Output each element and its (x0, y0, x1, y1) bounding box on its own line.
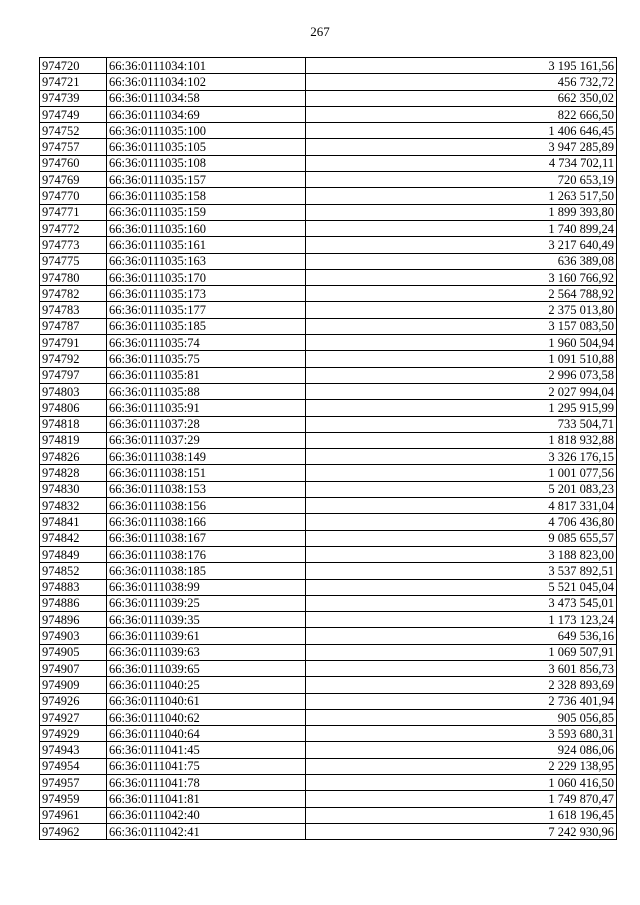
table-row (40, 302, 617, 318)
table-row (40, 677, 617, 693)
row-id-cell: 974772 (40, 220, 107, 236)
cadastral-value-cell: 822 666,50 (306, 106, 617, 122)
row-id-cell: 974828 (40, 465, 107, 481)
cadastral-number-cell: 66:36:0111038:166 (107, 514, 306, 530)
table-row (40, 563, 617, 579)
cadastral-value-cell: 1 618 196,45 (306, 807, 617, 823)
table-row (40, 400, 617, 416)
cadastral-number-cell: 66:36:0111034:102 (107, 74, 306, 90)
cadastral-value-cell: 1 899 393,80 (306, 204, 617, 220)
cadastral-number-cell: 66:36:0111040:61 (107, 693, 306, 709)
cadastral-number-cell: 66:36:0111034:101 (107, 58, 306, 74)
cadastral-number-cell: 66:36:0111038:99 (107, 579, 306, 595)
cadastral-value-cell: 3 160 766,92 (306, 269, 617, 285)
cadastral-number-cell: 66:36:0111035:173 (107, 286, 306, 302)
table-row (40, 416, 617, 432)
cadastral-value-cell: 2 736 401,94 (306, 693, 617, 709)
cadastral-value-cell: 2 328 893,69 (306, 677, 617, 693)
cadastral-number-cell: 66:36:0111037:28 (107, 416, 306, 432)
cadastral-number-cell: 66:36:0111039:65 (107, 660, 306, 676)
table-row (40, 709, 617, 725)
cadastral-value-cell: 3 473 545,01 (306, 595, 617, 611)
row-id-cell: 974739 (40, 90, 107, 106)
cadastral-value-cell: 456 732,72 (306, 74, 617, 90)
cadastral-value-cell: 1 069 507,91 (306, 644, 617, 660)
table-row (40, 220, 617, 236)
cadastral-value-cell: 3 326 176,15 (306, 449, 617, 465)
table-row (40, 726, 617, 742)
table-row (40, 155, 617, 171)
cadastral-number-cell: 66:36:0111035:108 (107, 155, 306, 171)
row-id-cell: 974962 (40, 823, 107, 839)
cadastral-number-cell: 66:36:0111040:62 (107, 709, 306, 725)
row-id-cell: 974749 (40, 106, 107, 122)
cadastral-number-cell: 66:36:0111035:158 (107, 188, 306, 204)
row-id-cell: 974782 (40, 286, 107, 302)
table-row (40, 465, 617, 481)
row-id-cell: 974961 (40, 807, 107, 823)
cadastral-value-cell: 1 740 899,24 (306, 220, 617, 236)
table-row (40, 644, 617, 660)
row-id-cell: 974929 (40, 726, 107, 742)
cadastral-number-cell: 66:36:0111042:40 (107, 807, 306, 823)
row-id-cell: 974770 (40, 188, 107, 204)
cadastral-value-cell: 3 217 640,49 (306, 237, 617, 253)
cadastral-value-cell: 1 263 517,50 (306, 188, 617, 204)
cadastral-number-cell: 66:36:0111035:163 (107, 253, 306, 269)
table-row (40, 286, 617, 302)
cadastral-value-cell: 720 653,19 (306, 172, 617, 188)
table-row (40, 269, 617, 285)
cadastral-value-cell: 2 375 013,80 (306, 302, 617, 318)
table-row (40, 758, 617, 774)
row-id-cell: 974769 (40, 172, 107, 188)
cadastral-number-cell: 66:36:0111038:176 (107, 546, 306, 562)
row-id-cell: 974841 (40, 514, 107, 530)
row-id-cell: 974957 (40, 775, 107, 791)
table-row (40, 253, 617, 269)
cadastral-number-cell: 66:36:0111037:29 (107, 432, 306, 448)
table-body (40, 58, 617, 840)
cadastral-value-cell: 649 536,16 (306, 628, 617, 644)
cadastral-value-cell: 3 188 823,00 (306, 546, 617, 562)
cadastral-number-cell: 66:36:0111035:177 (107, 302, 306, 318)
cadastral-value-cell: 5 201 083,23 (306, 481, 617, 497)
cadastral-value-cell: 2 027 994,04 (306, 383, 617, 399)
table-row (40, 775, 617, 791)
cadastral-number-cell: 66:36:0111039:63 (107, 644, 306, 660)
table-row (40, 432, 617, 448)
row-id-cell: 974903 (40, 628, 107, 644)
cadastral-value-cell: 9 085 655,57 (306, 530, 617, 546)
cadastral-value-cell: 1 060 416,50 (306, 775, 617, 791)
cadastral-number-cell: 66:36:0111035:91 (107, 400, 306, 416)
cadastral-value-cell: 4 734 702,11 (306, 155, 617, 171)
row-id-cell: 974775 (40, 253, 107, 269)
table-row (40, 791, 617, 807)
row-id-cell: 974852 (40, 563, 107, 579)
cadastral-number-cell: 66:36:0111038:149 (107, 449, 306, 465)
row-id-cell: 974832 (40, 498, 107, 514)
table-row (40, 318, 617, 334)
cadastral-number-cell: 66:36:0111039:61 (107, 628, 306, 644)
table-row (40, 612, 617, 628)
table-row (40, 823, 617, 839)
row-id-cell: 974752 (40, 123, 107, 139)
cadastral-value-cell: 3 601 856,73 (306, 660, 617, 676)
row-id-cell: 974830 (40, 481, 107, 497)
cadastral-number-cell: 66:36:0111035:157 (107, 172, 306, 188)
table-row (40, 498, 617, 514)
row-id-cell: 974792 (40, 351, 107, 367)
cadastral-value-cell: 905 056,85 (306, 709, 617, 725)
cadastral-value-cell: 1 091 510,88 (306, 351, 617, 367)
cadastral-value-cell: 3 537 892,51 (306, 563, 617, 579)
cadastral-number-cell: 66:36:0111038:185 (107, 563, 306, 579)
cadastral-value-cell: 924 086,06 (306, 742, 617, 758)
table-row (40, 188, 617, 204)
row-id-cell: 974842 (40, 530, 107, 546)
cadastral-value-cell: 1 749 870,47 (306, 791, 617, 807)
cadastral-number-cell: 66:36:0111038:167 (107, 530, 306, 546)
page-number: 267 (310, 24, 330, 39)
cadastral-number-cell: 66:36:0111035:75 (107, 351, 306, 367)
cadastral-value-cell: 3 157 083,50 (306, 318, 617, 334)
cadastral-value-cell: 1 406 646,45 (306, 123, 617, 139)
row-id-cell: 974927 (40, 709, 107, 725)
table-row (40, 204, 617, 220)
cadastral-value-cell: 7 242 930,96 (306, 823, 617, 839)
row-id-cell: 974907 (40, 660, 107, 676)
cadastral-value-cell: 662 350,02 (306, 90, 617, 106)
cadastral-value-cell: 5 521 045,04 (306, 579, 617, 595)
cadastral-value-cell: 2 996 073,58 (306, 367, 617, 383)
row-id-cell: 974819 (40, 432, 107, 448)
row-id-cell: 974883 (40, 579, 107, 595)
table-row (40, 807, 617, 823)
table-row (40, 90, 617, 106)
table-row (40, 58, 617, 74)
row-id-cell: 974909 (40, 677, 107, 693)
row-id-cell: 974886 (40, 595, 107, 611)
cadastral-number-cell: 66:36:0111040:25 (107, 677, 306, 693)
cadastral-value-cell: 4 817 331,04 (306, 498, 617, 514)
table-row (40, 628, 617, 644)
table-row (40, 106, 617, 122)
row-id-cell: 974926 (40, 693, 107, 709)
row-id-cell: 974806 (40, 400, 107, 416)
row-id-cell: 974773 (40, 237, 107, 253)
table-row (40, 481, 617, 497)
row-id-cell: 974797 (40, 367, 107, 383)
row-id-cell: 974818 (40, 416, 107, 432)
table-row (40, 335, 617, 351)
table-row (40, 693, 617, 709)
cadastral-number-cell: 66:36:0111035:100 (107, 123, 306, 139)
row-id-cell: 974760 (40, 155, 107, 171)
table-row (40, 449, 617, 465)
cadastral-number-cell: 66:36:0111041:45 (107, 742, 306, 758)
table-row (40, 172, 617, 188)
table-row (40, 237, 617, 253)
cadastral-value-cell: 3 593 680,31 (306, 726, 617, 742)
row-id-cell: 974791 (40, 335, 107, 351)
cadastral-value-cell: 1 001 077,56 (306, 465, 617, 481)
table-row (40, 351, 617, 367)
cadastral-value-cell: 733 504,71 (306, 416, 617, 432)
table-row (40, 742, 617, 758)
table-row (40, 530, 617, 546)
table-row (40, 546, 617, 562)
cadastral-number-cell: 66:36:0111042:41 (107, 823, 306, 839)
cadastral-value-cell: 2 564 788,92 (306, 286, 617, 302)
cadastral-value-table (39, 57, 617, 840)
cadastral-value-cell: 4 706 436,80 (306, 514, 617, 530)
row-id-cell: 974959 (40, 791, 107, 807)
row-id-cell: 974849 (40, 546, 107, 562)
cadastral-number-cell: 66:36:0111039:35 (107, 612, 306, 628)
cadastral-number-cell: 66:36:0111040:64 (107, 726, 306, 742)
cadastral-value-cell: 2 229 138,95 (306, 758, 617, 774)
cadastral-number-cell: 66:36:0111035:185 (107, 318, 306, 334)
cadastral-number-cell: 66:36:0111035:74 (107, 335, 306, 351)
table-row (40, 579, 617, 595)
cadastral-value-cell: 1 295 915,99 (306, 400, 617, 416)
table-row (40, 595, 617, 611)
cadastral-number-cell: 66:36:0111038:151 (107, 465, 306, 481)
row-id-cell: 974905 (40, 644, 107, 660)
cadastral-number-cell: 66:36:0111035:170 (107, 269, 306, 285)
table-row (40, 123, 617, 139)
table-row (40, 74, 617, 90)
cadastral-value-cell: 1 173 123,24 (306, 612, 617, 628)
row-id-cell: 974780 (40, 269, 107, 285)
row-id-cell: 974943 (40, 742, 107, 758)
table-row (40, 367, 617, 383)
cadastral-number-cell: 66:36:0111034:58 (107, 90, 306, 106)
row-id-cell: 974826 (40, 449, 107, 465)
cadastral-number-cell: 66:36:0111035:159 (107, 204, 306, 220)
row-id-cell: 974787 (40, 318, 107, 334)
cadastral-number-cell: 66:36:0111038:156 (107, 498, 306, 514)
row-id-cell: 974721 (40, 74, 107, 90)
cadastral-value-cell: 3 195 161,56 (306, 58, 617, 74)
table-row (40, 383, 617, 399)
cadastral-value-cell: 1 960 504,94 (306, 335, 617, 351)
table-row (40, 139, 617, 155)
cadastral-number-cell: 66:36:0111041:81 (107, 791, 306, 807)
cadastral-number-cell: 66:36:0111035:160 (107, 220, 306, 236)
cadastral-number-cell: 66:36:0111038:153 (107, 481, 306, 497)
table-row (40, 514, 617, 530)
row-id-cell: 974757 (40, 139, 107, 155)
cadastral-value-cell: 3 947 285,89 (306, 139, 617, 155)
cadastral-value-cell: 636 389,08 (306, 253, 617, 269)
row-id-cell: 974771 (40, 204, 107, 220)
cadastral-number-cell: 66:36:0111034:69 (107, 106, 306, 122)
row-id-cell: 974783 (40, 302, 107, 318)
row-id-cell: 974720 (40, 58, 107, 74)
row-id-cell: 974896 (40, 612, 107, 628)
cadastral-number-cell: 66:36:0111039:25 (107, 595, 306, 611)
row-id-cell: 974954 (40, 758, 107, 774)
cadastral-number-cell: 66:36:0111035:161 (107, 237, 306, 253)
row-id-cell: 974803 (40, 383, 107, 399)
cadastral-number-cell: 66:36:0111035:105 (107, 139, 306, 155)
cadastral-number-cell: 66:36:0111041:75 (107, 758, 306, 774)
cadastral-number-cell: 66:36:0111035:88 (107, 383, 306, 399)
cadastral-value-cell: 1 818 932,88 (306, 432, 617, 448)
table-row (40, 660, 617, 676)
cadastral-number-cell: 66:36:0111035:81 (107, 367, 306, 383)
cadastral-number-cell: 66:36:0111041:78 (107, 775, 306, 791)
